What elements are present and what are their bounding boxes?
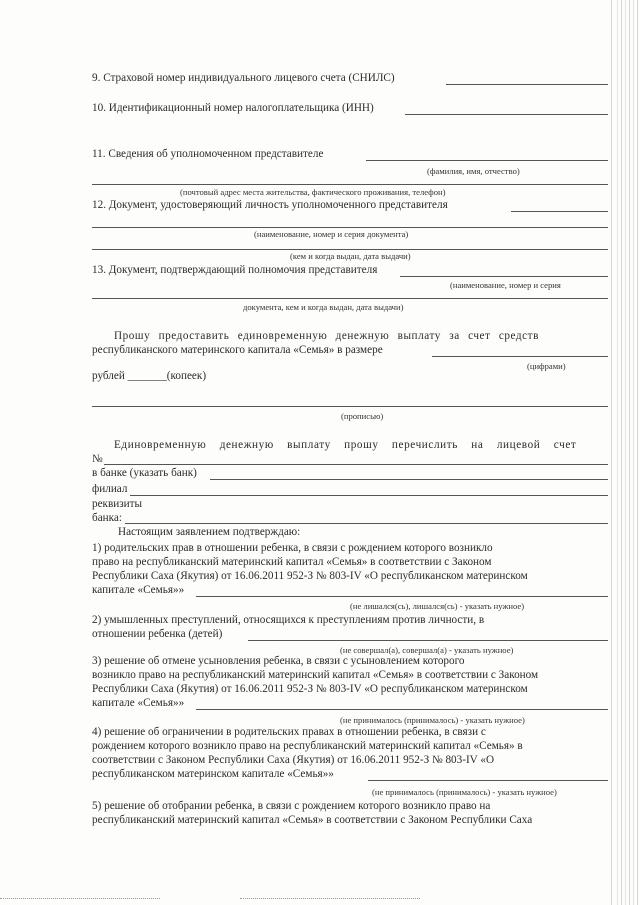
amount-rub-kop: рублей _______(копеек)	[92, 370, 207, 382]
amount-digits-field[interactable]	[432, 356, 608, 357]
item-11-hint-name: (фамилия, имя, отчество)	[427, 166, 520, 176]
bank-label: в банке (указать банк)	[92, 467, 197, 479]
account-number-label: №	[92, 453, 103, 465]
request-line-1: Прошу предоставить единовременную денежную выплату за счет средств	[114, 330, 539, 342]
scan-bottom-edge	[240, 898, 420, 899]
item-12-field[interactable]	[511, 211, 608, 212]
item-12-doc-field[interactable]	[92, 227, 608, 228]
amount-digits-hint: (цифрами)	[527, 361, 566, 371]
item-11-hint-address: (почтовый адрес места жительства, фактического проживания, телефон)	[180, 187, 446, 197]
item-13-doc-field[interactable]	[92, 298, 608, 299]
p4-line-4: республиканском материнском капитале «Семья»»	[92, 768, 334, 780]
item-12-hint-issued: (кем и когда выдан, дата выдачи)	[290, 251, 411, 261]
p3-line-1: 3) решение об отмене усыновления ребенка, в связи с усыновлением которого	[92, 655, 465, 667]
p5-line-1: 5) решение об отобрании ребенка, в связи с рождением которого возникло право на	[92, 800, 491, 812]
p1-line-3: Республики Саха (Якутия) от 16.06.2011 952-З № 803-IV «О республиканском материнском	[92, 570, 528, 582]
scan-edge	[614, 0, 640, 905]
p3-field[interactable]	[196, 709, 608, 710]
confirm-heading: Настоящим заявлением подтверждаю:	[118, 526, 301, 538]
p4-line-3: соответствии с Законом Республики Саха (Якутия) от 16.06.2011 952-З № 803-IV «О	[92, 754, 495, 766]
branch-field[interactable]	[130, 495, 608, 496]
item-11-address-field[interactable]	[92, 184, 608, 185]
p3-hint: (не принималось (принималось) - указать нужное)	[340, 715, 525, 725]
item-9-field[interactable]	[446, 84, 608, 85]
p1-line-1: 1) родительских прав в отношении ребенка, в связи с рождением которого возникло	[92, 542, 493, 554]
p3-line-2: возникло право на республиканский материнский капитал «Семья» в соответствии с Законом	[92, 669, 539, 681]
bank-details-label-2: банка:	[92, 512, 122, 524]
p1-line-4: капитале «Семья»»	[92, 584, 185, 596]
p4-line-1: 4) решение об ограничении в родительских правах в отношении ребенка, в связи с	[92, 726, 486, 738]
p2-hint: (не совершал(а), совершал(а) - указать нужное)	[340, 645, 514, 655]
p2-field[interactable]	[248, 640, 608, 641]
amount-words-hint: (прописью)	[341, 411, 384, 421]
bank-details-label-1: реквизиты	[92, 498, 143, 510]
scan-bottom-edge-left	[0, 898, 160, 899]
item-12-hint-doc: (наименование, номер и серия документа)	[254, 229, 409, 239]
item-12-issued-field[interactable]	[92, 249, 608, 250]
branch-label: филиал	[92, 483, 128, 495]
item-10-field[interactable]	[405, 114, 608, 115]
p2-line-1: 2) умышленных преступлений, относящихся к преступлениям против личности, в	[92, 614, 485, 626]
p2-line-2: отношении ребенка (детей)	[92, 628, 223, 640]
p3-line-3: Республики Саха (Якутия) от 16.06.2011 952-З № 803-IV «О республиканском материнском	[92, 683, 528, 695]
item-13-field[interactable]	[400, 276, 608, 277]
item-11-label: 11. Сведения об уполномоченном представителе	[92, 148, 324, 160]
scan-edge-line	[611, 0, 612, 905]
p5-line-2: республиканский материнский капитал «Семья» в соответствии с Законом Республики Саха	[92, 814, 533, 826]
p4-hint: (не принималось (принималось) - указать нужное)	[372, 787, 557, 797]
item-13-hint-doc: документа, кем и когда выдан, дата выдачи)	[243, 302, 404, 312]
p1-line-2: право на республиканский материнский капитал «Семья» в соответствии с Законом	[92, 556, 492, 568]
p4-field[interactable]	[368, 780, 608, 781]
request-line-2: республиканского материнского капитала «Семья» в размере	[92, 344, 383, 356]
item-10-label: 10. Идентификационный номер налогоплательщика (ИНН)	[92, 102, 374, 114]
item-13-label: 13. Документ, подтверждающий полномочия представителя	[92, 264, 378, 276]
p1-field[interactable]	[196, 596, 608, 597]
item-11-field[interactable]	[366, 160, 608, 161]
item-12-label: 12. Документ, удостоверяющий личность уполномоченного представителя	[92, 199, 448, 211]
bank-field[interactable]	[210, 479, 608, 480]
p1-hint: (не лишался(сь), лишался(сь) - указать нужное)	[350, 601, 525, 611]
p4-line-2: рождением которого возникло право на республиканский материнский капитал «Семья» в	[92, 740, 523, 752]
amount-words-field[interactable]	[92, 406, 608, 407]
transfer-line-1: Единовременную денежную выплату прошу перечислить на лицевой счет	[114, 439, 577, 451]
bank-details-field[interactable]	[125, 523, 608, 524]
account-number-field[interactable]	[104, 464, 608, 465]
item-9-label: 9. Страховой номер индивидуального лицевого счета (СНИЛС)	[92, 72, 395, 84]
item-13-hint-name: (наименование, номер и серия	[450, 280, 561, 290]
p3-line-4: капитале «Семья»»	[92, 697, 185, 709]
